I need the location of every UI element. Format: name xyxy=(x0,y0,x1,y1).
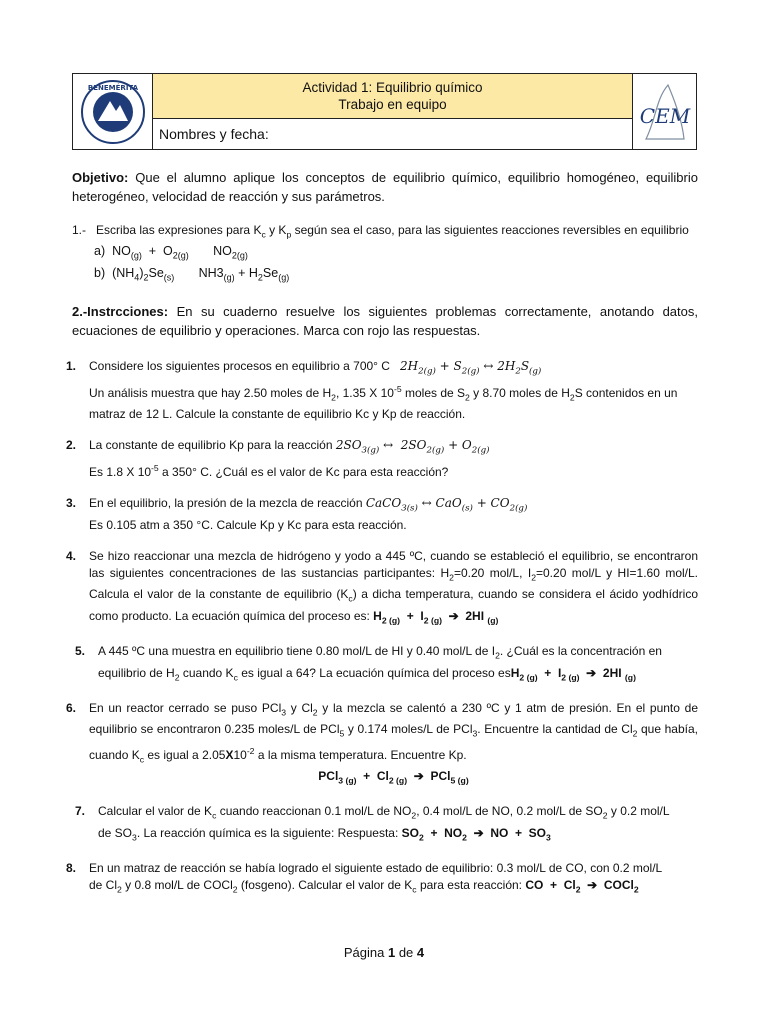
objective-paragraph xyxy=(72,168,698,206)
header-table xyxy=(72,73,697,150)
university-seal-icon xyxy=(80,79,146,145)
logo-right-text: CEM xyxy=(639,103,690,128)
total-pages: 4 xyxy=(416,945,425,960)
document-body xyxy=(66,168,699,899)
problem-7: 7. Calcular el valor de $K_c$ cuando reaccionan 0.1 mol/L de $NO_2$, 0.4 mol/L de NO, 0.2 mol/L de $SO_2$ y 0.2 mol/L de $SO_3$. La reacción química es la siguiente: Respuesta: $SO_2 + NO_2$ ➔ NO + $SO_3$ xyxy=(75,804,670,843)
problem-2: 2. La constante de equilibrio Kp para la reacción $2SO_{3(g)}$ ↔ $2SO_{2(g)} + O_{2(g)}$ Es 1.8 X $10^{-5}$ a 350° C. ¿Cuál es el valor de Kc para esta reacción? xyxy=(66,438,490,479)
title-band xyxy=(153,74,632,119)
section2-instructions: 2.-Instrcciones: En su cuaderno resuelve los siguientes problemas correctamente, anotando datos, ecuaciones de equilibrio y operaciones. Marca con rojo las respuestas. xyxy=(72,304,698,339)
problem-5: 5. A 445 ºC una muestra en equilibrio tiene 0.80 mol/L de HI y 0.40 mol/L de $I_2$. ¿Cuál es la concentración en equilibrio de $H_2$ cuando $K_c$ es igual a 64? La ecuación química del proceso $esH_{2 (g)} + I_{2 (g)}$ ➔ 2HI $_{(g)}$ xyxy=(75,644,662,682)
names-field-label: Nombres y fecha: xyxy=(159,126,269,142)
section1-instruction: 1.- Escriba las expresiones para $K_c$ y $K_p$ según sea el caso, para las siguientes reacciones reversibles en equilibrio xyxy=(72,223,689,240)
problem-3: 3. En el equilibrio, la presión de la mezcla de reacción CaCO$_{3(s)}$ ↔ $CaO_{(s)} + CO_{2(g)}$ Es 0.105 atm a 350 °C. Calcule Kp y Kc para esta reacción. xyxy=(66,495,528,532)
objective-text: Que el alumno aplique los conceptos de equilibrio químico, equilibrio homogéneo, equilibrio heterogéneo, velocidad de reacción y sus parámetros. xyxy=(72,170,698,204)
reaction-b: b) $(NH_4)_2Se_{(s)}$ $NH3_{(g)} + H_2Se_{(g)}$ xyxy=(94,265,290,283)
logo-left-text: BENEMÉRITA xyxy=(87,83,138,92)
problem-1: 1. Considere los siguientes procesos en equilibrio a 700° C $2H_{2(g)} + S_{2(g)}$ ↔ $2H_2S_{(g)}$ Un análisis muestra que hay 2.50 moles de $H_2$, 1.35 X $10^{-5}$ moles de $S_2$ y 8.70 moles de $H_2S$ contenidos en un matraz de 12 L. Calcule la constante de equilibrio Kc y Kp de reacción. xyxy=(66,359,678,422)
problem-6: 6. En un reactor cerrado se puso PCl$_3$ y $Cl_2$ y la mezcla se calentó a 230 ºC y 1 atm de presión. En el punto de equilibrio se encontraron 0.235 moles/L de PCl$_5$ y 0.174 moles/L de PCl$_3$. Encuentre la cantidad de $Cl_2$ que había, cuando $K_c$ es igual a $2.05X10^{-2}$ a la misma temperatura. Encuentre Kp. $PCl_{3 (g)} + Cl_{2 (g)}$ ➔ PCl$_{5 (g)}$ xyxy=(66,700,698,786)
activity-title: Actividad 1: Equilibrio químico xyxy=(302,80,483,95)
problem-8: 8. En un matraz de reacción se había logrado el siguiente estado de equilibrio: 0.3 mol/L de CO, con 0.2 mol/L de $Cl_2$ y 0.8 mol/L de COCl$_2$ (fosgeno). Calcular el valor de $K_c$ para esta reacción: CO + $Cl_2$ ➔ COCl$_2$ xyxy=(66,861,663,895)
reaction-a: a) $NO_{(g)} + O_{2(g)}$ $NO_{2(g)}$ xyxy=(94,244,248,261)
cem-logo xyxy=(632,74,696,149)
university-logo xyxy=(73,74,153,149)
cem-logo-icon xyxy=(638,79,692,145)
objective-label: Objetivo: xyxy=(72,170,129,185)
activity-subtitle: Trabajo en equipo xyxy=(338,97,447,112)
problem-4: 4. Se hizo reaccionar una mezcla de hidrógeno y yodo a 445 ºC, cuando se estableció el equilibrio, se encontraron las siguientes concentraciones de las sustancias participantes: $H_2=0.20$ mol/L, $I_2=0.20$ mol/L y HI=1.60 mol/L. Calcula el valor de la constante de equilibrio $(K_c)$ a dicha temperatura, cuando se considera el ácido yodhídrico como producto. La ecuación química del proceso es: $H_{2 (g)} + I_{2 (g)}$ ➔ 2HI $_{(g)}$ xyxy=(66,548,699,626)
current-page: 1 xyxy=(387,945,396,960)
page-footer: Página 1 de 4 xyxy=(343,945,425,960)
